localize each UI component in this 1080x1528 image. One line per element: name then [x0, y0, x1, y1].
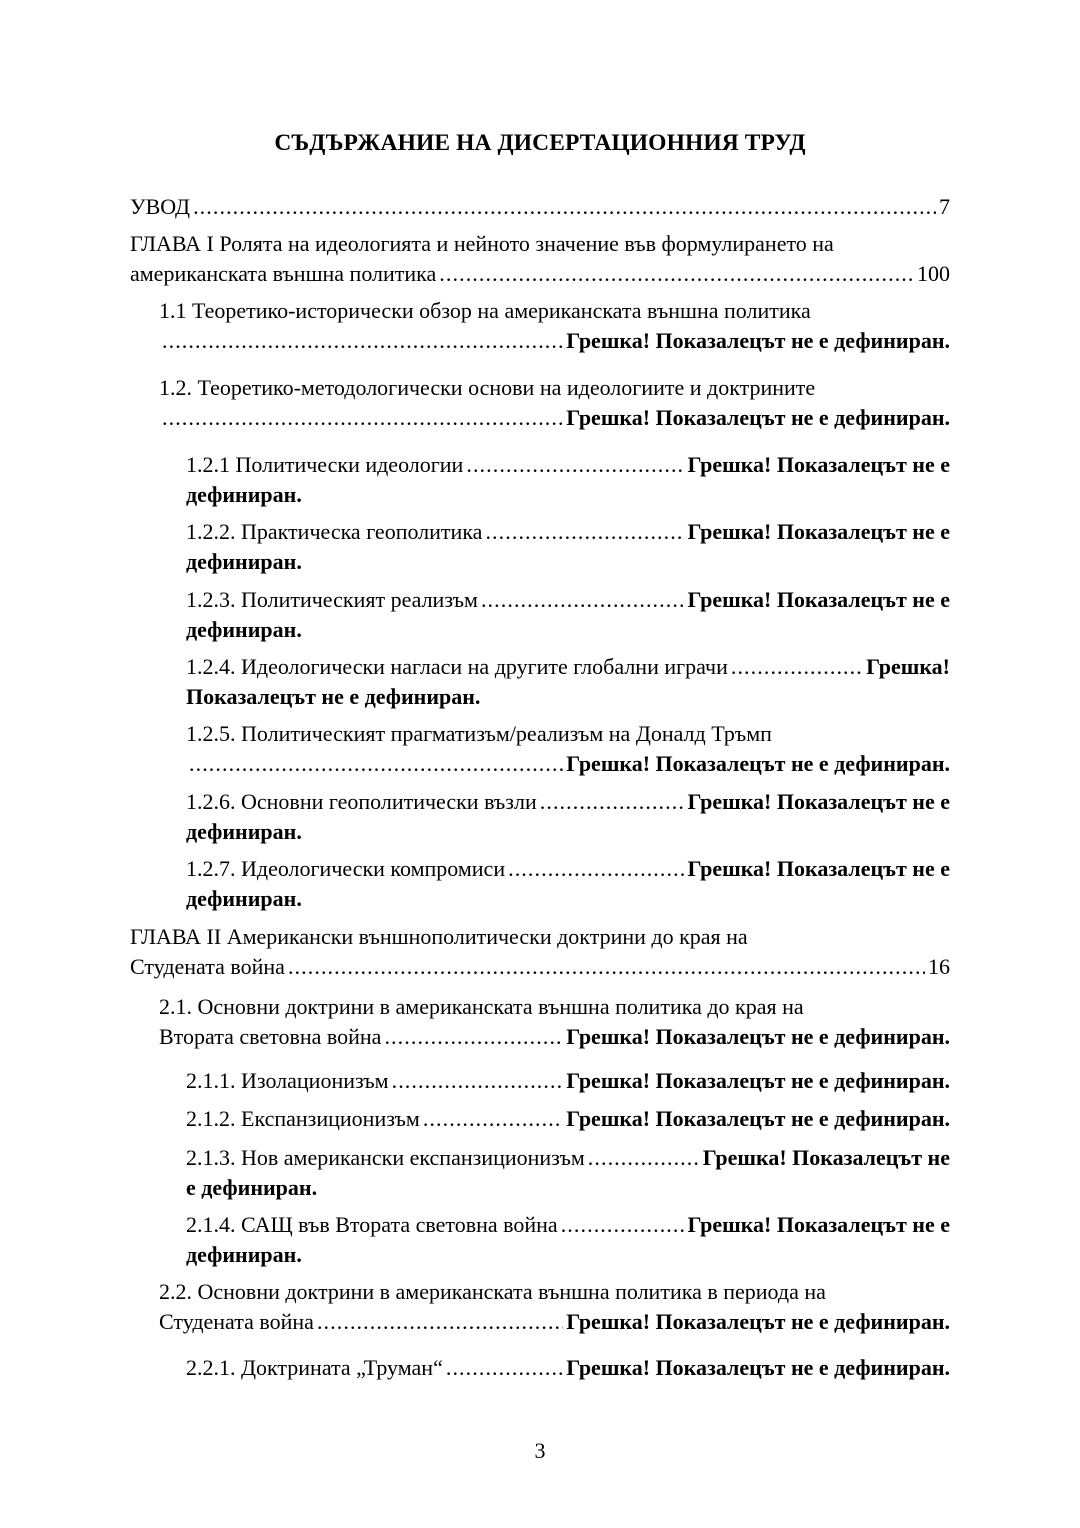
toc-entry-1-2-6[interactable]: [186, 787, 950, 847]
toc-entry-chapter-2[interactable]: [130, 922, 950, 982]
toc-error-message-cont: дефиниран.: [186, 482, 302, 507]
toc-entry-text: 1.2.7. Идеологически компромиси: [186, 856, 506, 881]
toc-error-message: Грешка! Показалецът не е дефиниран.: [566, 1106, 950, 1131]
toc-error-message: Грешка! Показалецът не е дефиниран.: [566, 405, 950, 430]
toc-error-message: Грешка! Показалецът не: [702, 1145, 950, 1170]
toc-error-message-cont: дефиниран.: [186, 1242, 302, 1267]
toc-entry-text: 1.2.2. Практическа геополитика: [186, 519, 483, 544]
dot-leader: [288, 952, 925, 982]
toc-entry-text: 1.2. Теоретико-методологически основи на идеологиите и доктрините: [159, 375, 816, 400]
toc-error-message: Грешка! Показалецът не е: [687, 789, 950, 814]
dot-leader: [561, 1210, 685, 1240]
page-title: СЪДЪРЖАНИЕ НА ДИСЕРТАЦИОННИЯ ТРУД: [274, 130, 806, 156]
toc-entry-chapter-1[interactable]: [130, 229, 950, 289]
toc-entry-2-1-3[interactable]: [186, 1143, 950, 1203]
dot-leader: [423, 1104, 563, 1134]
toc-error-message: Грешка! Показалецът не е: [687, 1212, 950, 1237]
toc-error-message: Грешка! Показалецът не е дефиниран.: [566, 328, 950, 353]
toc-error-message-cont: дефиниран.: [186, 549, 302, 574]
toc-entry-text: 1.2.4. Идеологически нагласи на другите глобални играчи: [186, 654, 728, 679]
toc-entry-text-cont: Втората световна война: [159, 1024, 382, 1049]
dot-leader: [588, 1143, 700, 1173]
page-number: 3: [534, 1438, 546, 1463]
toc-entry-text: ГЛАВА II Американски външнополитически доктрини до края на: [130, 924, 748, 949]
dot-leader: [540, 787, 685, 817]
toc-entry-2-1[interactable]: [159, 992, 950, 1052]
toc-entry-text: 1.2.3. Политическият реализъм: [186, 587, 478, 612]
toc-error-message-cont: е дефиниран.: [186, 1175, 318, 1200]
toc-entry-text: 2.1.4. САЩ във Втората световна война: [186, 1212, 558, 1237]
toc-error-message: Грешка! Показалецът не е дефиниран.: [566, 1068, 950, 1093]
toc-entry-1-2-3[interactable]: [186, 585, 950, 645]
dot-leader: [193, 192, 936, 222]
toc-entry-2-2[interactable]: [159, 1277, 950, 1337]
toc-entry-text: УВОД: [130, 194, 191, 219]
toc-entry-text: 1.2.5. Политическият прагматизъм/реализъм на Доналд Тръмп: [186, 721, 772, 746]
toc-entry-text: 2.1. Основни доктрини в американската външна политика до края на: [159, 994, 804, 1019]
toc-page-number: 7: [939, 194, 950, 219]
toc-page-number: 16: [928, 954, 950, 979]
toc-error-message: Грешка! Показалецът не е: [687, 452, 950, 477]
toc-entry-text: 2.1.1. Изолационизъм: [186, 1068, 389, 1093]
toc-error-message: Грешка!: [866, 654, 950, 679]
toc-entry-1-2-2[interactable]: [186, 517, 950, 577]
toc-entry-2-2-1[interactable]: [186, 1353, 950, 1383]
toc-error-message: Грешка! Показалецът не е: [687, 587, 950, 612]
toc-entry-1-2-1[interactable]: [186, 450, 950, 510]
toc-entry-text: 1.1 Теоретико-исторически обзор на американската външна политика: [159, 298, 811, 323]
toc-error-message: Грешка! Показалецът не е дефиниран.: [566, 751, 950, 776]
toc-error-message: Грешка! Показалецът не е: [687, 856, 950, 881]
dot-leader: [731, 652, 863, 682]
toc-entry-text: 1.2.1 Политически идеологии: [186, 452, 464, 477]
toc-entry-text-cont: Студената война: [130, 954, 285, 979]
toc-entry-intro[interactable]: [130, 192, 950, 222]
toc-entry-text: 2.2. Основни доктрини в американската външна политика в периода на: [159, 1279, 826, 1304]
toc-entry-text-cont: Студената война: [159, 1309, 314, 1334]
toc-entry-text: ГЛАВА I Ролята на идеологията и нейното значение във формулирането на: [130, 231, 834, 256]
dot-leader: [392, 1066, 564, 1096]
toc-error-message-cont: дефиниран.: [186, 617, 302, 642]
dot-leader: [189, 749, 563, 779]
toc-error-message-cont: дефиниран.: [186, 886, 302, 911]
toc-entry-text-cont: американската външна политика: [130, 261, 437, 286]
toc-error-message-cont: дефиниран.: [186, 819, 302, 844]
toc-entry-2-1-4[interactable]: [186, 1210, 950, 1270]
dot-leader: [317, 1307, 563, 1337]
toc-error-message: Грешка! Показалецът не е: [687, 519, 950, 544]
dot-leader: [162, 326, 563, 356]
dot-leader: [485, 517, 684, 547]
toc-entry-1-2-5[interactable]: [186, 719, 950, 779]
toc-entry-1-2-7[interactable]: [186, 854, 950, 914]
toc-error-message: Грешка! Показалецът не е дефиниран.: [566, 1355, 950, 1380]
dot-leader: [466, 450, 684, 480]
toc-entry-2-1-1[interactable]: [186, 1066, 950, 1096]
toc-entry-text: 2.2.1. Доктрината „Труман“: [186, 1355, 443, 1380]
dot-leader: [446, 1353, 563, 1383]
toc-error-message: Грешка! Показалецът не е дефиниран.: [566, 1309, 950, 1334]
toc-entry-1-2[interactable]: [159, 373, 950, 433]
dot-leader: [508, 854, 684, 884]
toc-entry-2-1-2[interactable]: [186, 1104, 950, 1134]
toc-entry-1-1[interactable]: [159, 296, 950, 356]
toc-page-number: 100: [917, 261, 950, 286]
toc-entry-1-2-4[interactable]: [186, 652, 950, 712]
toc-entry-text: 1.2.6. Основни геополитически възли: [186, 789, 537, 814]
dot-leader: [162, 403, 563, 433]
toc-error-message: Грешка! Показалецът не е дефиниран.: [566, 1024, 950, 1049]
dot-leader: [439, 259, 914, 289]
dot-leader: [481, 585, 685, 615]
dot-leader: [384, 1022, 563, 1052]
toc-entry-text: 2.1.2. Експанзиционизъм: [186, 1106, 420, 1131]
toc-error-message-cont: Показалецът не е дефиниран.: [186, 684, 481, 709]
toc-entry-text: 2.1.3. Нов американски експанзиционизъм: [186, 1145, 585, 1170]
